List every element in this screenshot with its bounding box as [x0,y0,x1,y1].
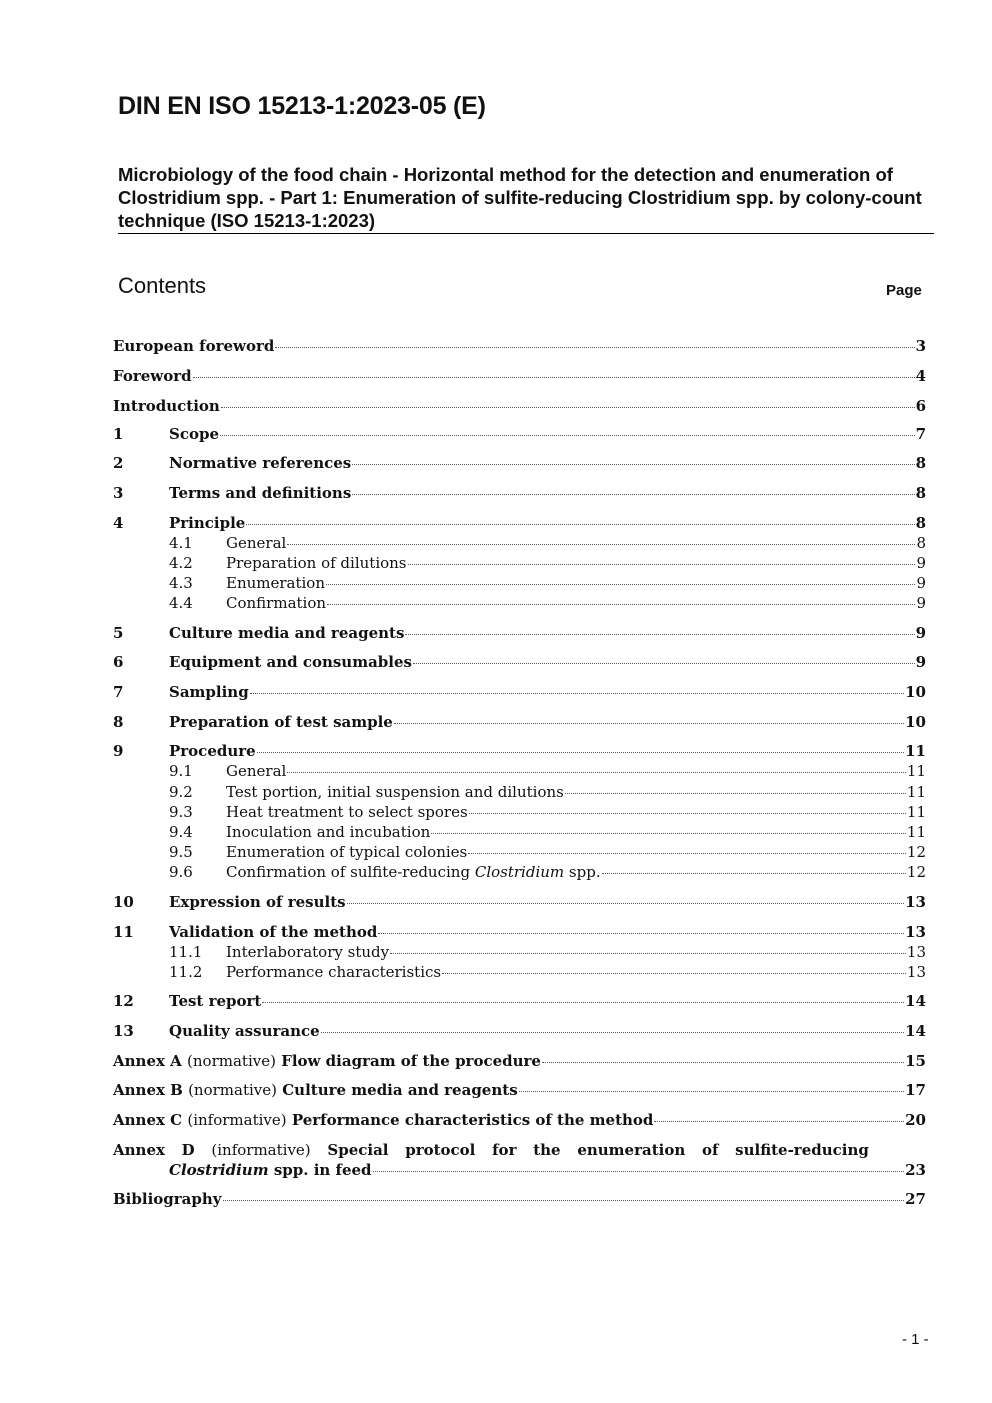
toc-entry-page: 15 [905,1052,926,1070]
toc-entry-page: 11 [906,783,926,801]
annex-title: Performance characteristics of the method [291,1111,654,1129]
toc-entry-title: Preparation of dilutions [226,554,407,572]
toc-entry-page: 10 [905,683,926,701]
toc-entry-page: 11 [906,823,926,841]
annex-d-word: Special [327,1141,389,1159]
toc-entry-inoculation[interactable] [169,823,926,843]
toc-entry-title: General [226,534,287,552]
toc-entry-number: 11 [113,923,134,941]
toc-entry-page: 8 [915,484,926,502]
toc-entry-page: 9 [916,574,926,592]
toc-entry-number: 11.1 [169,943,203,961]
toc-entry-number: 11.2 [169,963,203,981]
toc-entry-title: General [226,762,287,780]
toc-entry-preparation-test-sample[interactable] [113,713,926,733]
toc-entry-title: Interlaboratory study [226,943,390,961]
toc-entry-title: Equipment and consumables [169,653,412,671]
leader-dots [223,1200,905,1201]
toc-entry-number: 8 [113,713,124,731]
leader-dots [413,663,915,664]
toc-entry-page: 7 [915,425,926,443]
toc-entry-page: 8 [915,454,926,472]
annex-type: (normative) [188,1081,277,1099]
toc-entry-culture-media[interactable] [113,624,926,644]
toc-entry-title: Principle [169,514,246,532]
toc-entry-enumeration-typical-colonies[interactable] [169,843,926,863]
leader-dots [405,634,914,635]
toc-entry-page: 11 [905,742,926,760]
toc-entry-number: 3 [113,484,124,502]
toc-entry-title [113,1081,518,1099]
toc-entry-title: Culture media and reagents [169,624,405,642]
leader-dots [654,1121,904,1122]
annex-d-word: Annex [113,1141,165,1159]
toc-entry-confirmation[interactable] [169,594,926,614]
toc-entry-number: 2 [113,454,124,472]
toc-entry-normative-references[interactable] [113,454,926,474]
annex-type: (informative) [187,1111,287,1129]
toc-entry-introduction[interactable] [113,397,926,417]
toc-entry-title: Test portion, initial suspension and dilutions [226,783,564,801]
toc-entry-page: 8 [915,514,926,532]
leader-dots [602,873,906,874]
toc-entry-number: 9.1 [169,762,193,780]
toc-entry-bibliography[interactable] [113,1190,926,1210]
toc-entry-page: 12 [906,863,926,881]
leader-dots [347,903,905,904]
toc-entry-expression-results[interactable] [113,893,926,913]
leader-dots [469,813,906,814]
toc-entry-title: Quality assurance [169,1022,320,1040]
toc-entry-page: 13 [905,893,926,911]
toc-entry-title: Enumeration of typical colonies [226,843,468,861]
toc-entry-title: Foreword [113,367,192,385]
toc-entry-number: 4.1 [169,534,193,552]
toc-entry-page: 14 [905,992,926,1010]
leader-dots [373,1171,905,1172]
leader-dots [246,524,914,525]
toc-entry-number: 9.2 [169,783,193,801]
leader-dots [327,604,915,605]
toc-entry-scope[interactable] [113,425,926,445]
toc-entry-number: 13 [113,1022,134,1040]
toc-entry-procedure-general[interactable] [169,762,926,782]
toc-entry-page: 9 [916,554,926,572]
toc-entry-foreword[interactable] [113,367,926,387]
toc-entry-number: 9.3 [169,803,193,821]
annex-title: Flow diagram of the procedure [281,1052,541,1070]
leader-dots [321,1032,904,1033]
toc-entry-page: 11 [906,803,926,821]
toc-entry-number: 4.2 [169,554,193,572]
toc-entry-title: Validation of the method [169,923,378,941]
toc-entry-number: 9.4 [169,823,193,841]
title-italic-part: Clostridium [474,863,565,881]
toc-entry-title: Introduction [113,397,220,415]
toc-entry-page: 6 [915,397,926,415]
contents-heading: Contents [118,273,207,298]
leader-dots [262,1002,904,1003]
leader-dots [352,464,914,465]
toc-entry-performance-characteristics[interactable] [169,963,926,983]
toc-entry-title: Bibliography [113,1190,222,1208]
toc-entry-principle-general[interactable] [169,534,926,554]
annex-title: Culture media and reagents [282,1081,518,1099]
toc-entry-title [113,1111,653,1129]
leader-dots [250,693,904,694]
toc-entry-title: Enumeration [226,574,326,592]
toc-entry-number: 6 [113,653,124,671]
toc-entry-title: Heat treatment to select spores [226,803,468,821]
toc-entry-title: Confirmation [226,594,327,612]
toc-entry-number: 12 [113,992,134,1010]
annex-prefix: Annex B [113,1081,183,1099]
toc-entry-title: Performance characteristics [226,963,442,981]
toc-entry-title [169,1161,372,1179]
toc-entry-title: Preparation of test sample [169,713,393,731]
toc-entry-number: 5 [113,624,124,642]
title-italic-part: Clostridium [169,1161,269,1179]
annex-prefix: Annex A [113,1052,182,1070]
toc-entry-enumeration[interactable] [169,574,926,594]
title-part: spp. in feed [273,1161,372,1179]
toc-entry-page: 8 [916,534,926,552]
toc-entry-page: 14 [905,1022,926,1040]
toc-entry-page: 9 [915,624,926,642]
toc-entry-procedure[interactable] [113,742,926,762]
toc-entry-title: Sampling [169,683,249,701]
leader-dots [275,347,914,348]
toc-entry-page: 9 [916,594,926,612]
toc-entry-number: 4 [113,514,124,532]
leader-dots [220,435,915,436]
toc-entry-title [226,863,601,881]
toc-entry-page: 10 [905,713,926,731]
toc-entry-annex-c[interactable] [113,1111,926,1131]
leader-dots [221,407,915,408]
leader-dots [542,1062,904,1063]
toc-entry-page: 4 [915,367,926,385]
toc-entry-interlaboratory-study[interactable] [169,943,926,963]
toc-entry-page: 27 [905,1190,926,1208]
leader-dots [287,544,915,545]
annex-d-word: protocol [405,1141,476,1159]
toc-entry-title: Terms and definitions [169,484,352,502]
toc-entry-number: 1 [113,425,124,443]
toc-entry-validation[interactable] [113,923,926,943]
annex-d-word: sulfite-reducing [735,1141,869,1159]
annex-d-continuation-line [169,1161,926,1181]
toc-entry-page: 23 [905,1161,926,1179]
title-part: Confirmation of sulfite-reducing [226,863,471,881]
toc-entry-page: 17 [905,1081,926,1099]
toc-entry-number: 7 [113,683,124,701]
leader-dots [394,723,904,724]
toc-entry-number: 10 [113,893,134,911]
footer-page-number: - 1 - [902,1331,929,1348]
toc-entry-title: Normative references [169,454,352,472]
leader-dots [257,752,904,753]
toc-entry-confirmation-clostridium[interactable] [169,863,926,883]
toc-entry-page: 13 [906,943,926,961]
toc-entry-number: 4.3 [169,574,193,592]
leader-dots [193,377,915,378]
title-part: spp. [568,863,601,881]
toc-entry-sampling[interactable] [113,683,926,703]
toc-entry-number: 9.6 [169,863,193,881]
toc-entry-principle[interactable] [113,514,926,534]
annex-d-title-line [113,1141,869,1159]
toc-entry-heat-treatment[interactable] [169,803,926,823]
toc-entry-number: 4.4 [169,594,193,612]
document-title: Microbiology of the food chain - Horizontal method for the detection and enumeration of Clostridium spp. - Part 1: Enumeration of sulfite-reducing Clostridium spp. by colony-count technique (ISO 15213-1:2023) [118,164,922,231]
leader-dots [378,933,904,934]
toc-entry-annex-b[interactable] [113,1081,926,1101]
annex-d-word: the [533,1141,561,1159]
page-column-label: Page [886,282,922,299]
leader-dots [565,793,906,794]
leader-dots [468,853,906,854]
toc-entry-title [113,1052,541,1070]
leader-dots [287,772,906,773]
annex-d-word: of [701,1141,719,1159]
toc-entry-title: European foreword [113,337,275,355]
toc-entry-test-portion[interactable] [169,783,926,803]
toc-entry-preparation-dilutions[interactable] [169,554,926,574]
toc-entry-european-foreword[interactable] [113,337,926,357]
toc-entry-title: Test report [169,992,262,1010]
leader-dots [442,973,906,974]
toc-entry-title: Scope [169,425,220,443]
leader-dots [431,833,906,834]
annex-prefix: Annex C [113,1111,183,1129]
leader-dots [519,1091,904,1092]
toc-entry-page: 3 [915,337,926,355]
annex-d-word: enumeration [577,1141,686,1159]
toc-entry-annex-a[interactable] [113,1052,926,1072]
toc-entry-terms-definitions[interactable] [113,484,926,504]
toc-entry-number: 9 [113,742,124,760]
toc-entry-test-report[interactable] [113,992,926,1012]
toc-entry-page: 13 [906,963,926,981]
toc-entry-title: Expression of results [169,893,346,911]
toc-entry-page: 11 [906,762,926,780]
leader-dots [408,564,916,565]
annex-d-word: for [492,1141,517,1159]
leader-dots [352,494,914,495]
toc-entry-page: 9 [915,653,926,671]
toc-entry-title: Inoculation and incubation [226,823,431,841]
toc-entry-number: 9.5 [169,843,193,861]
toc-entry-page: 13 [905,923,926,941]
toc-entry-quality-assurance[interactable] [113,1022,926,1042]
annex-type: (normative) [187,1052,276,1070]
leader-dots [390,953,906,954]
annex-d-word: (informative) [211,1141,311,1159]
leader-dots [326,584,915,585]
document-id: DIN EN ISO 15213-1:2023-05 (E) [118,92,486,120]
annex-d-word: D [181,1141,195,1159]
toc-entry-page: 20 [905,1111,926,1129]
toc-entry-title: Procedure [169,742,256,760]
toc-entry-page: 12 [906,843,926,861]
toc-entry-equipment[interactable] [113,653,926,673]
